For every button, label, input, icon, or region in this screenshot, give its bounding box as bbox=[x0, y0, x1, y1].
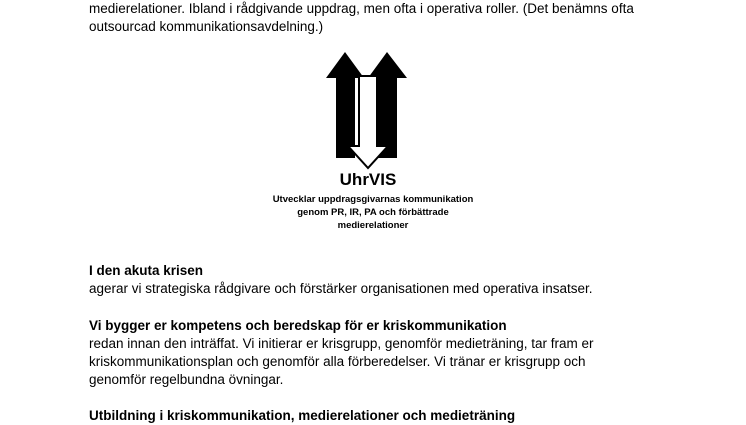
section-2-text-2: kriskommunikationsplan och genomför alla förberedelser. Vi tränar er krisgrupp och bbox=[89, 354, 586, 369]
section-2-text-3: genomför regelbundna övningar. bbox=[89, 372, 284, 387]
section-2-text-1: redan innan den inträffat. Vi initierar er krisgrupp, genomför medieträning, tar fram er bbox=[89, 336, 594, 351]
logo-caption-2: genom PR, IR, PA och förbättrade bbox=[297, 207, 449, 218]
logo-wordmark: UhrVIS bbox=[339, 170, 397, 188]
section-1-heading: I den akuta krisen bbox=[89, 263, 204, 278]
logo-arrows-icon bbox=[326, 52, 410, 188]
intro-line-1: medierelationer. Ibland i rådgivande uppdrag, men ofta i operativa roller. (Det benämns ofta bbox=[89, 1, 634, 16]
section-2-heading: Vi bygger er kompetens och beredskap för er kriskommunikation bbox=[89, 318, 507, 333]
section-1-text: agerar vi strategiska rådgivare och förstärker organisationen med operativa insatser. bbox=[89, 281, 593, 296]
logo-caption-3: medierelationer bbox=[337, 220, 409, 231]
intro-line-2: outsourcad kommunikationsavdelning.) bbox=[89, 19, 324, 34]
section-3-heading: Utbildning i kriskommunikation, medierelationer och medieträning bbox=[89, 408, 516, 423]
logo-caption-1: Utvecklar uppdragsgivarnas kommunikation bbox=[272, 194, 474, 205]
